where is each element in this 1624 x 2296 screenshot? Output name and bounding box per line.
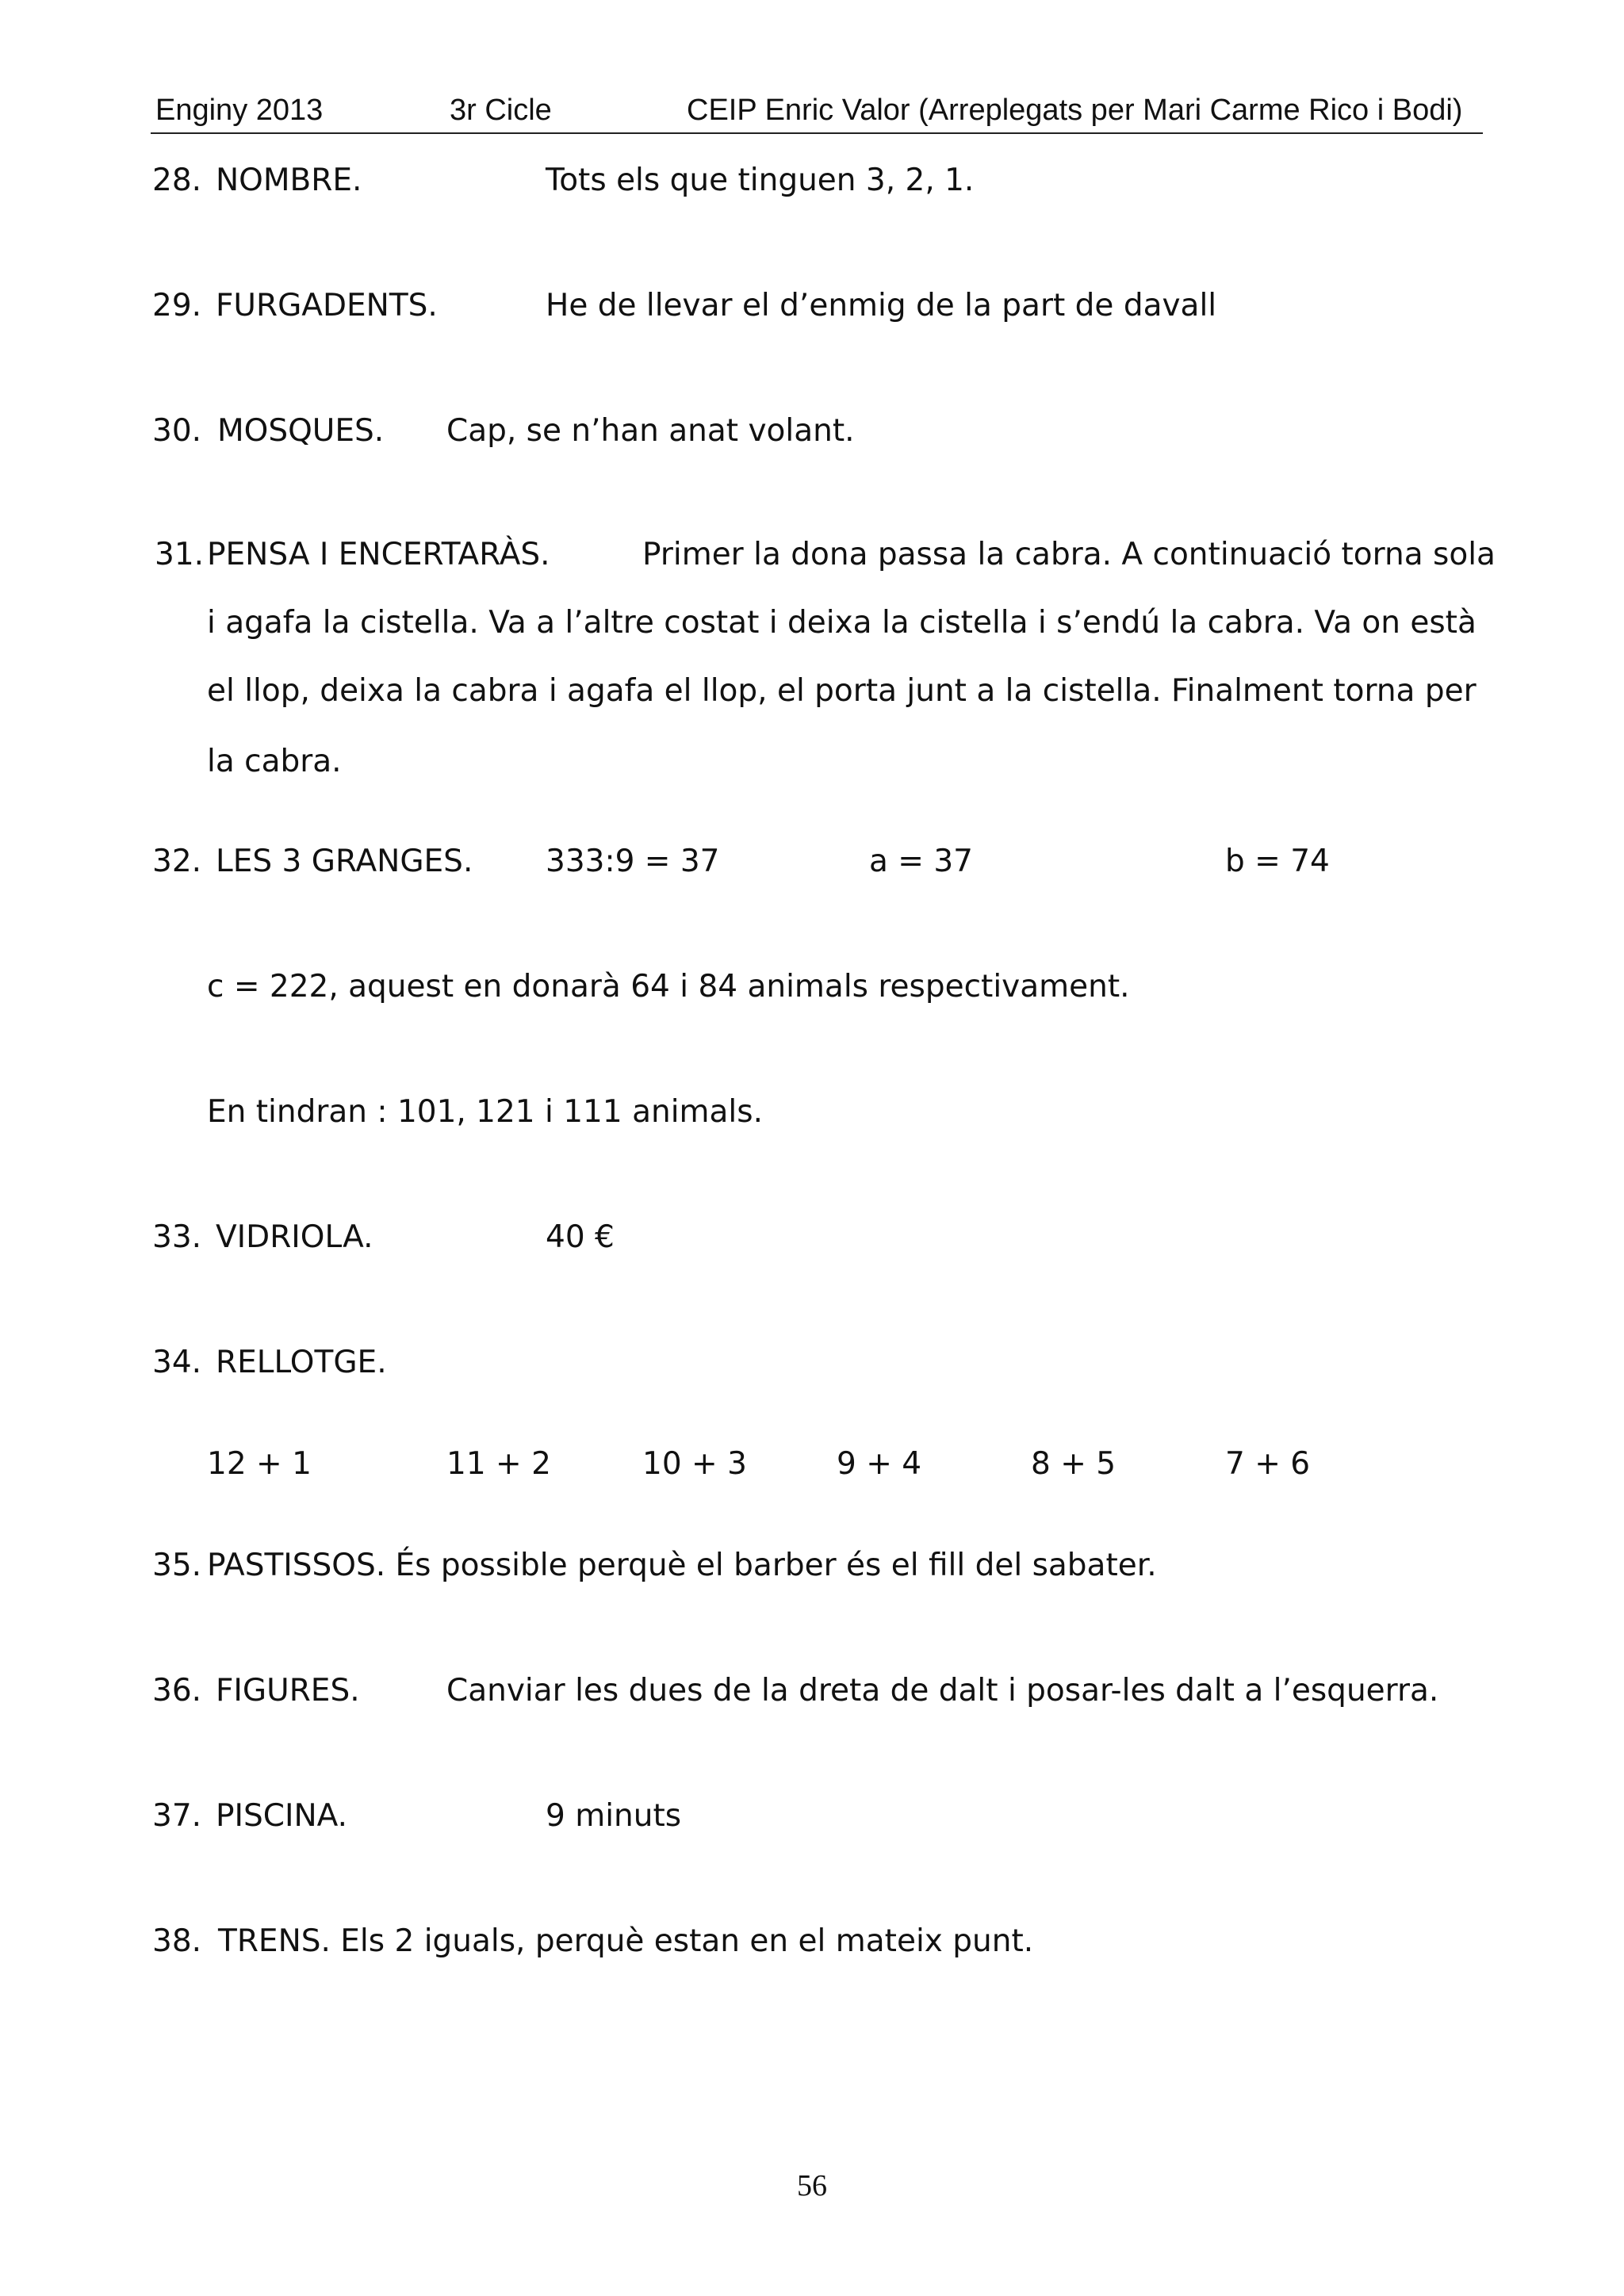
- item-34-sum: 8 + 5: [1031, 1446, 1116, 1482]
- item-29-answer: He de llevar el d’enmig de la part de davall: [546, 288, 1217, 323]
- item-34-number: 34.: [152, 1345, 202, 1380]
- item-34-sum: 9 + 4: [837, 1446, 922, 1482]
- header-left: Enginy 2013: [155, 94, 324, 127]
- header-right: CEIP Enric Valor (Arreplegats per Mari Carme Rico i Bodi): [687, 94, 1463, 127]
- item-31-line4: la cabra.: [207, 744, 342, 779]
- item-34-title: RELLOTGE.: [216, 1345, 387, 1380]
- item-32-line3: En tindran : 101, 121 i 111 animals.: [207, 1094, 763, 1130]
- item-33-title: VIDRIOLA.: [216, 1219, 373, 1255]
- item-32-a: a = 37: [869, 844, 973, 879]
- item-31-line3: el llop, deixa la cabra i agafa el llop, el porta junt a la cistella. Finalment torna per: [207, 673, 1477, 709]
- item-37-answer: 9 minuts: [546, 1798, 682, 1834]
- item-32-title: LES 3 GRANGES.: [216, 844, 473, 879]
- item-31-line2: i agafa la cistella. Va a l’altre costat i deixa la cistella i s’endú la cabra. Va on està: [207, 605, 1477, 641]
- item-33-number: 33.: [152, 1219, 202, 1255]
- item-35-number: 35.: [152, 1548, 202, 1583]
- item-34-sum: 11 + 2: [446, 1446, 551, 1482]
- header-rule: [151, 132, 1483, 134]
- item-29-number: 29.: [152, 288, 202, 323]
- item-36-answer: Canviar les dues de la dreta de dalt i posar-les dalt a l’esquerra.: [446, 1673, 1439, 1709]
- item-38-number: 38.: [152, 1923, 202, 1959]
- item-32-line2: c = 222, aquest en donarà 64 i 84 animals respectivament.: [207, 969, 1130, 1004]
- page-number: 56: [797, 2169, 827, 2202]
- item-28-answer: Tots els que tinguen 3, 2, 1.: [546, 163, 975, 198]
- item-31-number: 31.: [155, 537, 205, 572]
- item-36-title: FIGURES.: [216, 1673, 360, 1709]
- item-34-sum: 7 + 6: [1225, 1446, 1311, 1482]
- item-31-line1: Primer la dona passa la cabra. A continuació torna sola: [642, 537, 1496, 572]
- item-34-sum: 12 + 1: [207, 1446, 312, 1482]
- item-33-answer: 40 €: [546, 1219, 615, 1255]
- item-29-title: FURGADENTS.: [216, 288, 438, 323]
- item-30-title: MOSQUES.: [217, 413, 385, 449]
- item-28-title: NOMBRE.: [216, 163, 362, 198]
- item-36-number: 36.: [152, 1673, 202, 1709]
- item-28-number: 28.: [152, 163, 202, 198]
- item-35-text: PASTISSOS. És possible perquè el barber és el fill del sabater.: [207, 1548, 1157, 1583]
- header-middle: 3r Cicle: [450, 94, 552, 127]
- item-37-number: 37.: [152, 1798, 202, 1834]
- item-38-text: TRENS. Els 2 iguals, perquè estan en el mateix punt.: [218, 1923, 1034, 1959]
- item-32-number: 32.: [152, 844, 202, 879]
- item-31-title: PENSA I ENCERTARÀS.: [207, 537, 550, 572]
- item-32-calc: 333:9 = 37: [546, 844, 720, 879]
- item-34-sum: 10 + 3: [642, 1446, 747, 1482]
- item-30-number: 30.: [152, 413, 202, 449]
- item-37-title: PISCINA.: [216, 1798, 348, 1834]
- item-32-b: b = 74: [1225, 844, 1330, 879]
- item-30-answer: Cap, se n’han anat volant.: [446, 413, 855, 449]
